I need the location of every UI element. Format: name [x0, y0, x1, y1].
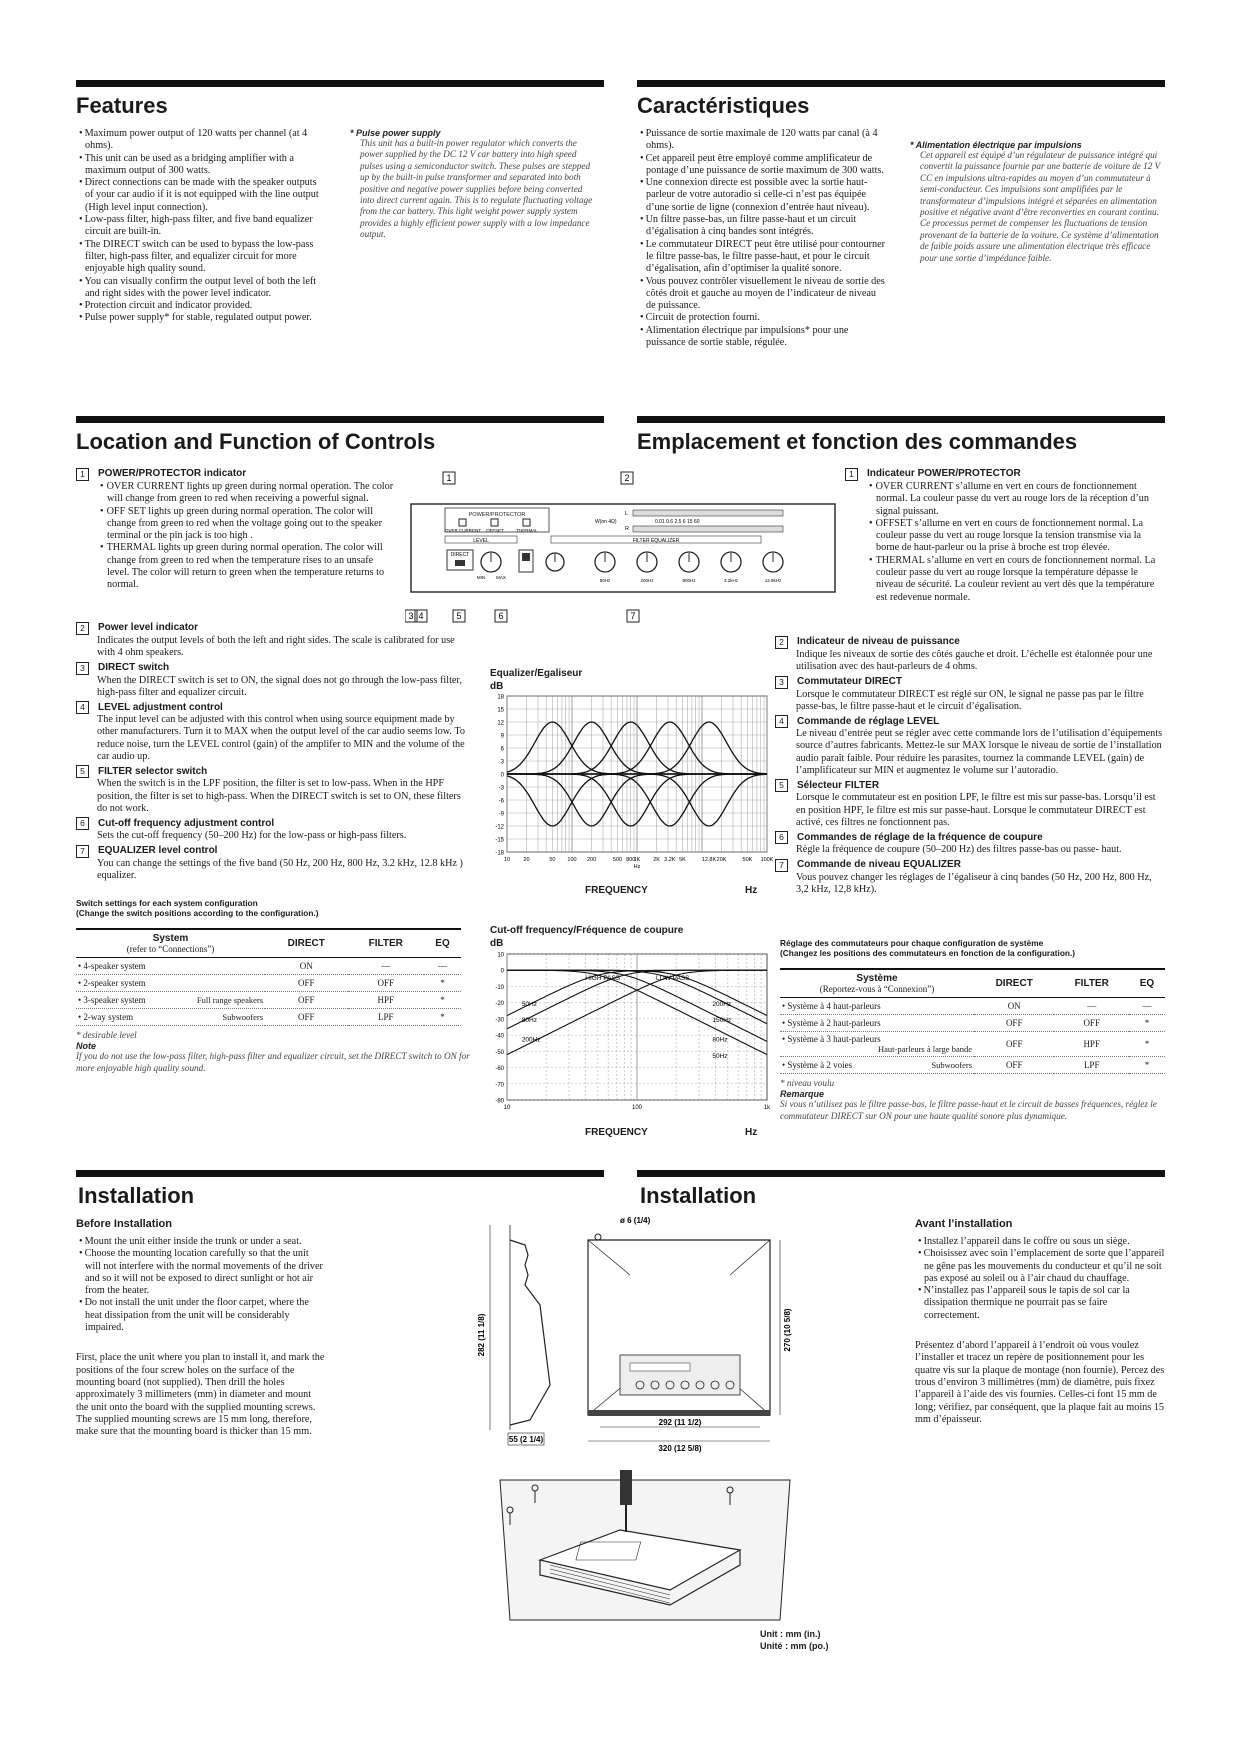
row-filter: —: [1054, 998, 1129, 1015]
eq-x-tick: 12.8K: [701, 857, 717, 863]
control-heading: [76, 468, 396, 481]
callout-number: 3: [408, 611, 414, 621]
dimension-drawing: [470, 1215, 820, 1455]
eq-y-tick: 18: [497, 694, 504, 701]
heading-location-en: Location and Function of Controls: [76, 429, 436, 454]
th-direct-en: DIRECT: [265, 929, 348, 958]
control-bullet: • OVER CURRENT lights up green during normal operation. The color will change from green to red when receiving a powerful signal.: [97, 481, 396, 506]
cutoff-annotation: 50Hz: [521, 1000, 538, 1008]
features-item: • Direct connections can be made with the speaker outputs of your car audio if it is not equipped with the line output (High level input connection).: [76, 177, 321, 214]
table-row: [780, 1032, 1165, 1057]
row-system-sub: Haut-parleurs à large bande: [877, 1044, 972, 1054]
eq-x-tick: 10: [503, 857, 511, 863]
th-eq-en: EQ: [424, 929, 461, 958]
control-text: When the DIRECT switch is set to ON, the signal does not go through the low-pass filter, high-pass filter and equalizer circuit.: [97, 674, 462, 698]
led-offset: OFFSET: [486, 528, 504, 533]
eq-y-tick: 3: [500, 759, 504, 766]
cutoff-annotation: 150Hz: [712, 1017, 732, 1025]
cutoff-x-tick: 1k: [763, 1105, 771, 1111]
row-filter: HPF: [348, 992, 425, 1009]
control-title: Commande de réglage LEVEL: [797, 715, 940, 727]
eq-x-tick: 800: [626, 857, 636, 863]
table-row: [780, 998, 1165, 1015]
control-title: Commutateur DIRECT: [797, 675, 903, 687]
control-text: Lorsque le commutateur est en position LPF, le filtre est mis sur passe-bas. Lorsqu’il est en position HPF, le filtre est mis sur passe-haut. Lorsque le commutateur DIRECT est activé, ces filtres ne fonctionnent pas.: [796, 792, 1156, 828]
eq-y-tick: 0: [500, 772, 504, 779]
control-number: 3: [775, 676, 788, 689]
eq-x-tick: 100: [567, 857, 577, 863]
control-heading: [775, 636, 1165, 649]
row-eq: —: [1129, 998, 1165, 1015]
cutoff-y-tick: 0: [500, 968, 504, 975]
th-filter-en: FILTER: [348, 929, 425, 958]
cutoff-y-tick: -50: [495, 1049, 504, 1056]
control-text: When the switch is in the LPF position, the filter is set to low-pass. When in the HPF position, the filter is set to high-pass. When the DIRECT switch is set to ON, these filters do not work.: [97, 778, 461, 814]
row-direct: OFF: [265, 975, 348, 992]
control-text: Règle la fréquence de coupure (50–200 Hz) des filtres passe-bas ou passe- haut.: [796, 844, 1122, 856]
control-4: [775, 715, 1165, 777]
cutoff-chart-xlabel: FREQUENCY: [585, 1127, 648, 1138]
row-system-sub: Subwoofers: [931, 1060, 972, 1070]
switch-title-fr: Réglage des commutateurs pour chaque configuration de système: [780, 938, 1044, 948]
control-3: [775, 676, 1165, 714]
control-6: [76, 817, 466, 842]
section-rule-installation-fr: [637, 1170, 1165, 1177]
eq-y-tick: 9: [500, 733, 504, 740]
eq-chart-ylabel: dB: [490, 681, 504, 692]
dim-depth: 55 (2 1/4): [508, 1435, 544, 1444]
heading-installation-fr: Installation: [640, 1183, 757, 1208]
eq-y-tick: -3: [498, 785, 504, 792]
control-heading: [775, 676, 1165, 689]
row-direct: OFF: [974, 1015, 1054, 1032]
eq-x-sub: Hz: [633, 864, 641, 870]
control-heading: [76, 662, 466, 675]
eq-band-label: 50Hz: [599, 578, 611, 583]
row-direct: ON: [974, 998, 1054, 1015]
row-system: • Système à 3 haut-parleurs: [782, 1034, 881, 1044]
installation-fr-paragraph: Présentez d’abord l’appareil à l’endroit où vous voulez l’installer et tracez un repère de positionnement pour les quatre vis sur la plaque de montage (non fournie). Percez des trous d’environ 3 millimètres (mm) de diamètre, puis fixez l’appareil à l’aide des vis fournies. Celles-ci font 15 mm de long; vérifiez, par conséquent, que la plaque fait au moins 15 mm d’épaisseur.: [915, 1340, 1165, 1425]
control-heading: [775, 779, 1165, 792]
cutoff-annotation: 50Hz: [712, 1052, 728, 1060]
cutoff-annotation: 80Hz: [712, 1036, 728, 1044]
section-rule-location-fr: [637, 416, 1165, 423]
control-5: [76, 765, 466, 815]
control-title: Power level indicator: [98, 622, 199, 634]
features-item: • Pulse power supply* for stable, regulated output power.: [76, 312, 321, 324]
cutoff-chart: [485, 950, 775, 1120]
controls-fr-part1: [845, 466, 1165, 604]
row-system: • 3-speaker system: [78, 995, 146, 1005]
avant-installation-heading: Avant l’installation: [915, 1218, 1013, 1230]
controls-fr-part2: [775, 634, 1165, 896]
panel-level-scale: 0.01 0.6 2.5 6 15 60: [655, 519, 700, 525]
features-item: • Protection circuit and indicator provided.: [76, 300, 321, 312]
callout-number: 5: [456, 611, 462, 621]
panel-direct-label: DIRECT: [450, 552, 470, 558]
eq-x-tick: 3.2K: [664, 857, 676, 863]
eq-x-tick: 200: [586, 857, 597, 863]
eq-band-label: 12.8kHz: [764, 578, 782, 583]
control-text: Lorsque le commutateur DIRECT est réglé sur ON, le signal ne passe pas par le filtre passe-bas, le filtre passe-haut et le circuit d’égalisation.: [796, 688, 1144, 712]
control-heading: [775, 859, 1165, 872]
th-filter-fr: FILTER: [1054, 969, 1129, 998]
eq-y-tick: -9: [498, 811, 504, 818]
eq-chart-title: Equalizer/Egaliseur: [490, 668, 583, 679]
control-title: Cut-off frequency adjustment control: [98, 817, 275, 829]
eq-y-tick: 12: [497, 720, 504, 727]
panel-ch-r: R: [625, 526, 629, 532]
installation-fr-item: • N’installez pas l’appareil sous le tapis de sol car la dissipation thermique ne pourrait pas se faire correctement.: [915, 1285, 1165, 1322]
callout-number: 7: [630, 611, 636, 621]
control-heading: [775, 715, 1165, 728]
caracteristiques-item: • Le commutateur DIRECT peut être utilisé pour contourner le filtre passe-bas, le filtre passe-haut, et pour le circuit d’égalisation, afin d’optimiser la qualité sonore.: [637, 239, 887, 276]
installation-fr-block: [915, 1218, 1165, 1426]
cutoff-chart-title: Cut-off frequency/Fréquence de coupure: [490, 925, 684, 936]
cutoff-annotation: 80Hz: [521, 1017, 538, 1025]
cutoff-y-tick: -10: [495, 984, 504, 991]
dim-width-inner: 292 (11 1/2): [658, 1418, 702, 1427]
row-eq: *: [1129, 1032, 1165, 1057]
installation-en-item: • Choose the mounting location carefully so that the unit will not interfere with the normal movements of the driver and so it will not be exposed to direct sunlight or hot air from the heater.: [76, 1248, 326, 1297]
row-direct: OFF: [265, 992, 348, 1009]
row-system: • Système à 2 voies: [782, 1060, 853, 1070]
pulse-note-title: * Pulse power supply: [350, 128, 441, 138]
control-text: The input level can be adjusted with this control when using source equipment made by other manufacturers. Turn it to MAX when the output level of the car audio seems low. To reduce noise, turn the LEVEL control (gain) of the amplifer to MIN and the volume of the car audio up.: [97, 714, 465, 763]
features-item: • You can visually confirm the output level of both the left and right sides with the power level indicator.: [76, 276, 321, 301]
cutoff-annotation: 200Hz: [712, 1000, 732, 1008]
callout-number: 1: [446, 473, 452, 483]
panel-filter-eq-label: FILTER EQUALIZER: [632, 538, 680, 544]
panel-level-label: LEVEL: [473, 538, 489, 544]
control-text: You can change the settings of the five band (50 Hz, 200 Hz, 800 Hz, 3.2 kHz, 12.8 kHz ) equalizer.: [97, 857, 463, 881]
note-text-fr: Si vous n’utilisez pas le filtre passe-bas, le filtre passe-haut et le circuit de basses fréquences, réglez le commutateur DIRECT sur ON pour une haute qualité sonore plus dynamique.: [780, 1099, 1157, 1121]
control-bullet: • OFF SET lights up green during normal operation. The color will change from green to red when the voltage going out to the speaker terminal or the pin jack is too high .: [97, 506, 396, 543]
row-system: • Système à 2 haut-parleurs: [782, 1018, 881, 1028]
eq-x-tick: 500: [612, 857, 623, 863]
eq-x-tick: 5K: [679, 857, 686, 863]
installation-en-item: • Mount the unit either inside the trunk or under a seat.: [76, 1236, 326, 1248]
control-number: 3: [76, 662, 89, 675]
switch-subtitle-en: (Change the switch positions according to the configuration.): [76, 908, 319, 918]
callout-number: 4: [418, 611, 424, 621]
row-filter: OFF: [348, 975, 425, 992]
eq-x-tick: 1K: [633, 857, 641, 863]
eq-x-tick: 50K: [742, 857, 753, 863]
th-system-fr: Système: [856, 973, 898, 984]
control-number: 4: [76, 701, 89, 714]
row-eq: *: [424, 1009, 461, 1026]
table-row: [76, 1009, 461, 1026]
controls-en-part1: [76, 466, 396, 592]
caracteristiques-note: [910, 140, 1165, 264]
switch-title-en: Switch settings for each system configuration: [76, 898, 258, 908]
section-rule-features: [76, 80, 604, 87]
installation-en-paragraph: First, place the unit where you plan to install it, and mark the positions of the four screw holes on the surface of the mounting board (not supplied). Then drill the holes approximately 3 millimeters (mm) in diameter and mount the unit onto the board with the supplied mounting screws. The supplied mounting screws are 15 mm long, therefore, make sure that the mounting board is thicker than 15 mm.: [76, 1352, 325, 1438]
cutoff-x-tick: 10: [503, 1105, 511, 1111]
heading-installation-en: Installation: [78, 1183, 195, 1208]
th-system-en: System: [152, 933, 189, 944]
eq-y-tick: -18: [495, 850, 504, 857]
installation-en-item: • Do not install the unit under the floor carpet, where the heat dissipation from the unit will be considerably impaired.: [76, 1297, 326, 1334]
eq-chart-xunit: Hz: [745, 885, 758, 896]
table-row: [780, 1057, 1165, 1074]
cutoff-y-tick: -20: [495, 1001, 504, 1008]
control-7: [775, 859, 1165, 897]
row-system: • Système à 4 haut-parleurs: [782, 1001, 881, 1011]
eq-x-tick: 50: [549, 857, 556, 863]
eq-y-tick: -15: [495, 837, 504, 844]
heading-features: Features: [76, 93, 168, 118]
cutoff-y-tick: -70: [495, 1082, 504, 1089]
before-installation-heading: Before Installation: [76, 1218, 172, 1230]
note-label-en: Note: [76, 1041, 96, 1052]
th-eq-fr: EQ: [1129, 969, 1165, 998]
control-3: [76, 662, 466, 700]
control-heading: [76, 701, 466, 714]
mounting-illustration: [480, 1470, 810, 1630]
desirable-en: * desirable level: [76, 1030, 137, 1040]
control-bullet: • THERMAL lights up green during normal operation. The color will change from green to red when the temperature rises to an unsafe level. The color will return to green when the temperature returns to normal.: [97, 542, 396, 591]
control-text: Sets the cut-off frequency (50–200 Hz) for the low-pass or high-pass filters.: [97, 830, 407, 842]
control-heading: [775, 831, 1165, 844]
row-direct: OFF: [265, 1009, 348, 1026]
cutoff-annotation: LOW PASS: [655, 974, 690, 982]
equalizer-chart: [485, 692, 775, 872]
control-number: 1: [845, 468, 858, 481]
cutoff-chart-xunit: Hz: [745, 1127, 758, 1138]
cutoff-y-tick: 10: [497, 952, 504, 959]
control-number: 7: [76, 845, 89, 858]
row-filter: HPF: [1054, 1032, 1129, 1057]
section-rule-location-en: [76, 416, 604, 423]
th-direct-fr: DIRECT: [974, 969, 1054, 998]
unit-fr: Unité : mm (po.): [760, 1641, 829, 1651]
table-row: [76, 975, 461, 992]
row-system: • 2-way system: [78, 1012, 134, 1022]
control-text: Indique les niveaux de sortie des côtés gauche et droit. L’échelle est étalonnée pour une utilisation avec des haut-parleurs de 4 ohms.: [796, 649, 1153, 673]
control-heading: [76, 845, 466, 858]
control-bullet: • THERMAL s’allume en vert en cours de fonctionnement normal. La couleur passe du vert au rouge lorsque la température dépasse le niveau de sécurité. La couleur revient au vert dès que la température est redevenue normale.: [866, 555, 1165, 604]
row-eq: *: [1129, 1057, 1165, 1074]
row-eq: —: [424, 958, 461, 975]
features-list: [76, 128, 321, 325]
eq-y-tick: -12: [495, 824, 504, 831]
row-filter: LPF: [348, 1009, 425, 1026]
control-title: EQUALIZER level control: [98, 844, 218, 856]
row-system: • 4-speaker system: [78, 961, 146, 971]
control-number: 4: [775, 715, 788, 728]
dim-hole: ø 6 (1/4): [620, 1216, 651, 1225]
control-title: Sélecteur FILTER: [797, 779, 880, 791]
callout-number: 2: [624, 473, 630, 483]
control-heading: [845, 468, 1165, 481]
control-number: 6: [76, 817, 89, 830]
knob-max-label: MAX: [496, 575, 506, 580]
dim-height-left: 282 (11 1/8): [477, 1313, 486, 1357]
eq-band-label: 800Hz: [682, 578, 696, 583]
th-system-sub-en: (refer to “Connections”): [126, 944, 215, 954]
eq-y-tick: 6: [500, 746, 504, 753]
features-item: • Maximum power output of 120 watts per channel (at 4 ohms).: [76, 128, 321, 153]
th-system-sub-fr: (Reportez-vous à “Connexion”): [819, 984, 935, 994]
row-eq: *: [424, 975, 461, 992]
control-2: [775, 636, 1165, 674]
dim-height-right: 270 (10 5/8): [783, 1308, 792, 1352]
control-number: 7: [775, 859, 788, 872]
knob-min-label: MIN: [476, 575, 486, 580]
row-system: • 2-speaker system: [78, 978, 146, 988]
control-heading: [76, 765, 466, 778]
row-direct: OFF: [974, 1032, 1054, 1057]
pulse-note-text: This unit has a built-in power regulator which converts the power supplied by the DC 12 V car battery into high speed pulses using a semiconductor switch. These pulses are stepped up by the built-in pulse transformer and separated into both positive and negative power supplies before being converted into direct current again. This is to regulate fluctuating voltage from the car battery. This light weight power supply system provides a highly efficient power supply with a low impedance output.: [360, 138, 593, 240]
features-item: • The DIRECT switch can be used to bypass the low-pass filter, high-pass filter, and equalizer circuit for more enjoyable high quality sound.: [76, 239, 321, 276]
cutoff-x-tick: 100: [631, 1105, 643, 1111]
caracteristiques-item: • Un filtre passe-bas, un filtre passe-haut et un circuit d’égalisation à cinq bandes sont intégrés.: [637, 214, 887, 239]
row-filter: —: [348, 958, 425, 975]
heading-location-fr: Emplacement et fonction des commandes: [637, 429, 1078, 454]
caracteristiques-item: • Alimentation électrique par impulsions* pour une puissance de sortie stable, régulée.: [637, 325, 887, 350]
control-title: Commande de niveau EQUALIZER: [797, 858, 961, 870]
heading-caracteristiques: Caractéristiques: [637, 93, 810, 118]
features-item: • Low-pass filter, high-pass filter, and five band equalizer circuit are built-in.: [76, 214, 321, 239]
front-panel-diagram: [405, 470, 840, 630]
caracteristiques-item: • Circuit de protection fourni.: [637, 312, 887, 324]
installation-en-block: [76, 1218, 326, 1438]
led-thermal: THERMAL: [516, 528, 538, 533]
dim-width-outer: 320 (12 5/8): [658, 1444, 702, 1453]
installation-fr-item: • Choisissez avec soin l’emplacement de sorte que l’appareil ne gêne pas les mouvements du conducteur et qu’il ne soit pas exposé au soleil ou à l’air chaud du chauffage.: [915, 1248, 1165, 1285]
control-1: [845, 468, 1165, 604]
caracteristiques-list: [637, 128, 887, 349]
unit-en: Unit : mm (in.): [760, 1629, 821, 1639]
table-row: [780, 1015, 1165, 1032]
note-text-en: If you do not use the low-pass filter, high-pass filter and equalizer circuit, set the DIRECT switch to ON for more enjoyable high quality sound.: [76, 1051, 470, 1073]
cutoff-y-tick: -40: [495, 1033, 504, 1040]
eq-y-tick: -6: [498, 798, 504, 805]
control-title: Commandes de réglage de la fréquence de coupure: [797, 831, 1043, 843]
control-title: Indicateur de niveau de puissance: [797, 636, 960, 648]
control-number: 5: [76, 765, 89, 778]
control-1: [76, 468, 396, 592]
control-number: 2: [775, 636, 788, 649]
eq-x-tick: 100K: [760, 857, 774, 863]
row-eq: *: [424, 992, 461, 1009]
features-note: [350, 128, 595, 241]
panel-power-protector-label: POWER/PROTECTOR: [468, 512, 526, 518]
control-title: LEVEL adjustment control: [98, 701, 223, 713]
row-direct: ON: [265, 958, 348, 975]
switch-settings-en: [76, 898, 476, 1074]
eq-chart-xlabel: FREQUENCY: [585, 885, 648, 896]
features-item: • This unit can be used as a bridging amplifier with a maximum output of 300 watts.: [76, 153, 321, 178]
cutoff-chart-ylabel: dB: [490, 938, 504, 949]
control-title: DIRECT switch: [98, 661, 170, 673]
control-6: [775, 831, 1165, 856]
panel-ch-l: L: [625, 511, 629, 517]
caracteristiques-item: • Cet appareil peut être employé comme amplificateur de pontage d’une puissance de sortie maximum de 300 watts.: [637, 153, 887, 178]
control-number: 1: [76, 468, 89, 481]
cutoff-y-tick: -30: [495, 1017, 504, 1024]
eq-band-label: 3.2kHz: [723, 578, 739, 583]
impulsions-note-title: * Alimentation électrique par impulsions: [910, 140, 1082, 150]
led-over-current: OVER CURRENT: [444, 528, 482, 533]
controls-en-part2: [76, 620, 466, 882]
control-bullet: • OVER CURRENT s’allume en vert en cours de fonctionnement normal. La couleur passe du vert au rouge lors de la réception d’un signal puissant.: [866, 481, 1165, 518]
control-text: Indicates the output levels of both the left and right sides. The scale is calibrated for use with 4 ohm speakers.: [97, 635, 455, 659]
desirable-fr: * niveau voulu: [780, 1078, 835, 1088]
switch-table-fr: [780, 968, 1165, 1074]
row-filter: LPF: [1054, 1057, 1129, 1074]
impulsions-note-text: Cet appareil est équipé d’un régulateur de puissance intégré qui convertit la puissance fournie par une batterie de voiture de 12 V CC en impulsions ultra-rapides au moyen d’un commutateur à semi-conducteur. Ces impulsions sont amplifiées par le transformateur d’impulsions intégré et séparées en alimentation positive et négative avant d’être reconverties en courant continu. Ce processus permet de compenser les fluctuations de tension provenant de la batterie de la voiture. Ce système d’alimentation de faible poids assure une alimentation électrique très efficace pour une sortie d’impédance faible.: [920, 150, 1161, 263]
control-text: Vous pouvez changer les réglages de l’égaliseur à cinq bandes (50 Hz, 200 Hz, 800 Hz, 3,2 kHz, 12,8 kHz).: [796, 871, 1152, 895]
note-label-fr: Remarque: [780, 1089, 825, 1100]
cutoff-y-tick: -80: [495, 1098, 504, 1105]
control-title: FILTER selector switch: [98, 765, 208, 777]
section-rule-installation-en: [76, 1170, 604, 1177]
installation-fr-item: • Installez l’appareil dans le coffre ou sous un siège.: [915, 1236, 1165, 1248]
eq-x-tick: 2K: [653, 857, 660, 863]
row-direct: OFF: [974, 1057, 1054, 1074]
control-number: 2: [76, 622, 89, 635]
control-bullet: • OFFSET s’allume en vert en cours de fonctionnement normal. La couleur passe du vert au rouge lorsque la tension transmise via la borne de haut-parleur ou la prise à broche est trop élevée.: [866, 518, 1165, 555]
table-row: [76, 992, 461, 1009]
row-eq: *: [1129, 1015, 1165, 1032]
cutoff-annotation: HIGH PASS: [585, 974, 621, 982]
panel-watt-label: W(on 4Ω): [595, 519, 617, 525]
cutoff-y-tick: -60: [495, 1066, 504, 1073]
section-rule-caracteristiques: [637, 80, 1165, 87]
caracteristiques-item: • Vous pouvez contrôler visuellement le niveau de sortie des côtés droit et gauche au moyen de l’indicateur de niveau de puissance.: [637, 276, 887, 313]
control-4: [76, 701, 466, 763]
eq-x-tick: 20: [523, 857, 530, 863]
row-filter: OFF: [1054, 1015, 1129, 1032]
control-text: Le niveau d’entrée peut se régler avec cette commande lors de l’utilisation d’équipements source d’autres fabricants. Mettez-le sur MAX lorsque le niveau de sortie de l’installation audio paraît faible. Pour réduire les parasites, tournez la commande LEVEL (gain) de l’amplificateur sur MIN et augmentez le volume sur l’autoradio.: [796, 728, 1163, 777]
control-title: Indicateur POWER/PROTECTOR: [867, 468, 1021, 480]
switch-subtitle-fr: (Changez les positions des commutateurs en fonction de la configuration.): [780, 948, 1076, 958]
eq-x-tick: 20K: [716, 857, 727, 863]
caracteristiques-item: • Puissance de sortie maximale de 120 watts par canal (à 4 ohms).: [637, 128, 887, 153]
eq-band-label: 200Hz: [640, 578, 654, 583]
control-number: 6: [775, 831, 788, 844]
row-system-sub: Subwoofers: [222, 1012, 263, 1022]
caracteristiques-item: • Une connexion directe est possible avec la sortie haut-parleur de votre autoradio si celle-ci n’est pas équipée d’une sortie de ligne (connexion d’entrée haut niveau).: [637, 177, 887, 214]
switch-settings-fr: [780, 938, 1165, 1122]
control-5: [775, 779, 1165, 829]
control-7: [76, 845, 466, 883]
control-heading: [76, 817, 466, 830]
table-row: [76, 958, 461, 975]
callout-number: 6: [498, 611, 504, 621]
eq-y-tick: 15: [497, 707, 504, 714]
control-number: 5: [775, 779, 788, 792]
switch-table-en: [76, 928, 461, 1026]
cutoff-annotation: 200Hz: [521, 1036, 541, 1044]
row-system-sub: Full range speakers: [196, 995, 263, 1005]
control-title: POWER/PROTECTOR indicator: [98, 468, 247, 480]
